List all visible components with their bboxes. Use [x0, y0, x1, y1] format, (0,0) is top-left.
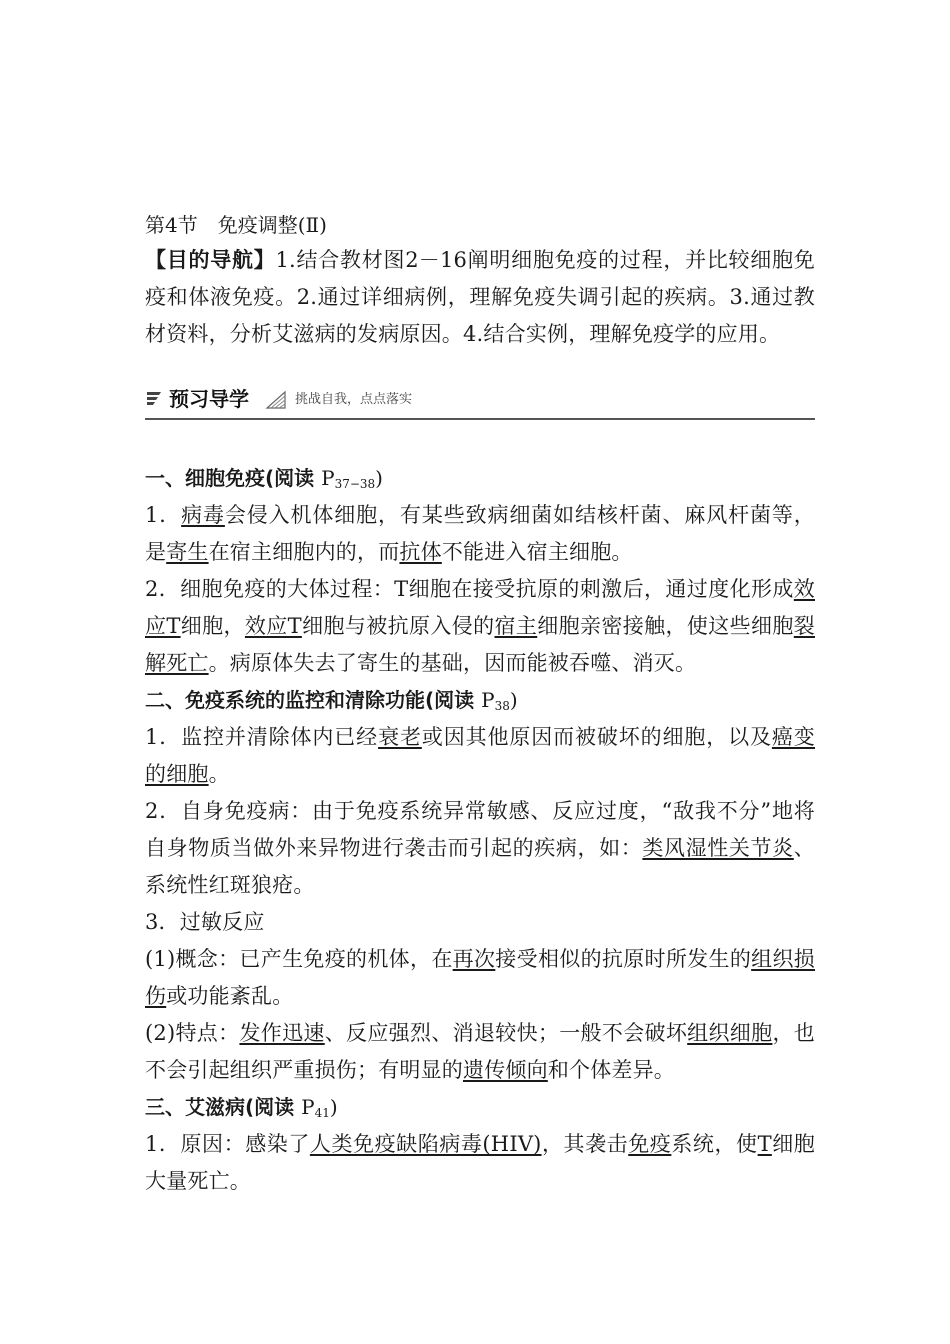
learning-goals-label: 【目的导航】	[145, 248, 276, 272]
answer-blank: 效应T	[145, 577, 815, 638]
ref-pages: 37−38	[334, 477, 376, 491]
ref-pages: 41	[314, 1106, 330, 1120]
heading-cell-immunity	[145, 460, 815, 497]
answer-blank: 再次	[452, 947, 496, 971]
answer-blank: 衰老	[378, 725, 422, 749]
paragraph	[145, 1015, 815, 1089]
text: (1)概念：已产生免疫的机体，在	[145, 947, 453, 971]
heading-immune-surveillance	[145, 682, 815, 719]
content-body	[145, 460, 815, 1200]
document-page	[145, 208, 815, 1200]
answer-blank: 抗体	[399, 540, 442, 564]
stripes-icon	[145, 390, 163, 408]
heading-text: 一、细胞免疫(阅读	[145, 466, 315, 490]
answer-blank: 组织损伤	[145, 947, 815, 1008]
answer-blank: 免疫	[628, 1132, 672, 1156]
paragraph	[145, 571, 815, 682]
text: 和个体差异。	[547, 1058, 676, 1082]
learning-goals-text: 1.结合教材图2－16阐明细胞免疫的过程，并比较细胞免疫和体液免疫。2.通过详细病例，理解免疫失调引起的疾病。3.通过教材资料，分析艾滋病的发病原因。4.结合实例，理解免疫学的应用。	[145, 248, 815, 346]
paragraph: 3．过敏反应	[145, 910, 265, 934]
text: 细胞与被抗原入侵的	[301, 614, 495, 638]
preview-section-bar	[145, 386, 815, 420]
answer-blank: 效应T	[244, 614, 302, 638]
text: 、反应强烈、消退较快；一般不会破坏	[324, 1021, 688, 1045]
text: 。病原体失去了寄生的基础，因而能被吞噬、消灭。	[208, 651, 697, 675]
paragraph	[145, 719, 815, 793]
text: 。	[208, 762, 230, 786]
answer-blank: 类风湿性关节炎	[642, 836, 794, 860]
answer-blank: 人类免疫缺陷病毒(HIV)	[309, 1132, 542, 1156]
text: ，也不会引起组织严重损伤；有明显的	[145, 1021, 815, 1082]
text: 会侵入机体细胞，有某些致病细菌如结核杆菌、麻风杆菌等，是	[145, 503, 815, 564]
text: 1．监控并清除体内已经	[145, 725, 379, 749]
answer-blank: 裂解死亡	[145, 614, 815, 675]
heading-text: 二、免疫系统的监控和清除功能(阅读	[145, 688, 475, 712]
ref-close: )	[329, 1095, 338, 1119]
text: 细胞大量死亡。	[145, 1132, 815, 1193]
paragraph	[145, 941, 815, 1015]
hatched-triangle-icon	[265, 390, 287, 410]
answer-blank: 遗传倾向	[463, 1058, 548, 1082]
text: 、系统性红斑狼疮。	[145, 836, 815, 897]
answer-blank: 病毒	[181, 503, 225, 527]
text: 1．原因：感染了	[145, 1132, 310, 1156]
ref-close: )	[375, 466, 383, 490]
text: (2)特点：	[145, 1021, 240, 1045]
section-title: 第4节 免疫调整(Ⅱ)	[145, 213, 327, 237]
answer-blank: 发作迅速	[239, 1021, 325, 1045]
text: 接受相似的抗原时所发生的	[495, 947, 752, 971]
text: 或功能紊乱。	[166, 984, 294, 1008]
heading-text: 三、艾滋病(阅读	[145, 1095, 295, 1119]
ref-pages: 38	[494, 699, 510, 713]
text: 细胞亲密接触，使这些细胞	[537, 614, 794, 638]
ref-p: P	[481, 688, 495, 712]
text: 2．细胞免疫的大体过程：T细胞在接受抗原的刺激后，通过度化形成	[145, 577, 794, 601]
text: 细胞，	[180, 614, 245, 638]
text: ，其袭击	[541, 1132, 629, 1156]
paragraph	[145, 497, 815, 571]
page-reference	[481, 688, 518, 712]
answer-blank: 癌变的细胞	[145, 725, 816, 786]
paragraph	[145, 793, 815, 904]
ref-p: P	[301, 1095, 315, 1119]
heading-aids	[145, 1089, 815, 1126]
text: 在宿主细胞内的，而	[208, 540, 400, 564]
text: 2．自身免疫病：由于免疫系统异常敏感、反应过度，“敌我不分”地将自身物质当做外来异物进行袭击而引起的疾病，如：	[145, 799, 815, 860]
page-reference	[321, 466, 383, 490]
ref-close: )	[509, 688, 518, 712]
answer-blank: 组织细胞	[687, 1021, 773, 1045]
text: 1．	[145, 503, 182, 527]
answer-blank: T	[757, 1132, 772, 1156]
preview-section-subtitle: 挑战自我，点点落实	[295, 392, 413, 407]
learning-goals	[145, 242, 815, 353]
answer-blank: 宿主	[494, 614, 538, 638]
text: 或因其他原因而被破坏的细胞，以及	[421, 725, 772, 749]
text: 系统，使	[671, 1132, 758, 1156]
preview-section-title: 预习导学	[169, 387, 249, 411]
text: 不能进入宿主细胞。	[441, 540, 633, 564]
ref-p: P	[321, 466, 335, 490]
paragraph	[145, 1126, 815, 1200]
answer-blank: 寄生	[166, 540, 209, 564]
page-reference	[301, 1095, 338, 1119]
